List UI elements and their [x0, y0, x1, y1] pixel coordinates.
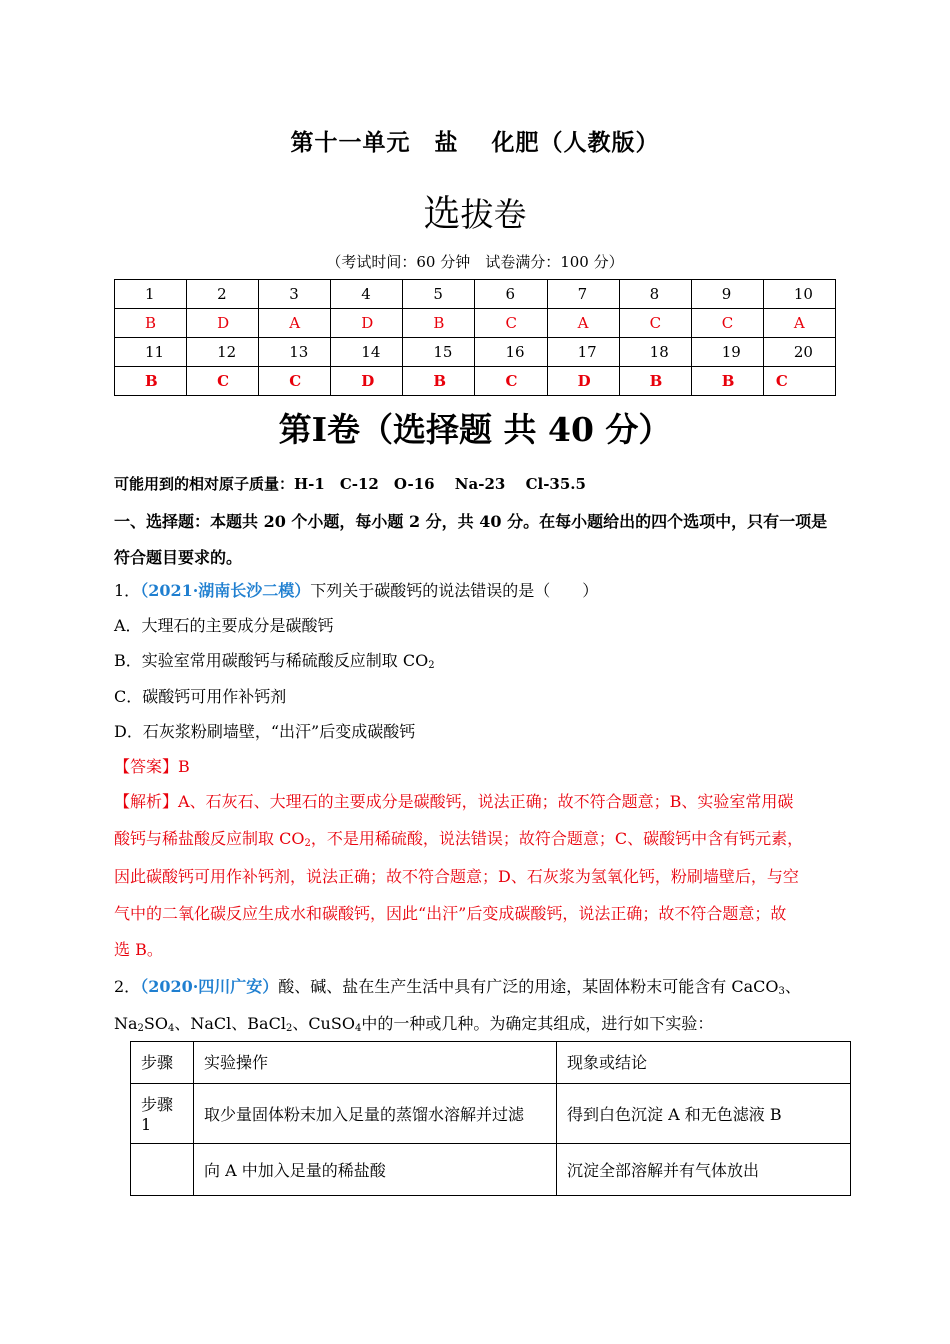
exam-info: （考试时间：60 分钟 试卷满分：100 分）	[326, 253, 624, 271]
table-header: 步骤	[131, 1042, 194, 1084]
table-cell: B	[691, 367, 763, 396]
table-cell: A	[547, 309, 619, 338]
table-cell: D	[187, 309, 259, 338]
table-cell: C	[691, 309, 763, 338]
table-cell: 11	[115, 338, 187, 367]
answer-row-letters-1	[115, 309, 836, 338]
analysis-label: 【解析】	[114, 792, 179, 811]
document-subtitle	[0, 183, 950, 237]
option-c: C．碳酸钙可用作补钙剂	[114, 687, 287, 706]
table-cell: C	[475, 309, 547, 338]
question-number: 2．	[114, 977, 141, 996]
table-cell: 13	[259, 338, 331, 367]
table-cell: D	[331, 367, 403, 396]
table-cell: D	[547, 367, 619, 396]
table-cell: 2	[187, 280, 259, 309]
table-cell: 14	[331, 338, 403, 367]
analysis-text: 酸钙与稀盐酸反应制取 CO	[114, 829, 305, 848]
subscript: 2	[304, 838, 311, 849]
question-text: 下列关于碳酸钙的说法错误的是（ ）	[310, 581, 599, 600]
subtitle-rest: 拔卷	[460, 195, 527, 234]
table-cell: 3	[259, 280, 331, 309]
table-header-row	[131, 1042, 851, 1084]
table-cell	[131, 1144, 194, 1196]
table-row	[131, 1144, 851, 1196]
subscript: 4	[168, 1023, 175, 1034]
question-text: 酸、碱、盐在生产生活中具有广泛的用途，某固体粉末可能含有 CaCO	[278, 977, 779, 996]
table-row	[131, 1084, 851, 1144]
question-source: （2021·湖南长沙二模）	[140, 581, 311, 600]
analysis-text: A、石灰石、大理石的主要成分是碳酸钙，说法正确；故不符合题意；B、实验室常用碳	[178, 792, 794, 811]
table-cell: B	[619, 367, 691, 396]
table-cell: A	[259, 309, 331, 338]
instructions-line-1: 一、选择题：本题共 20 个小题，每小题 2 分，共 40 分。在每小题给出的四个选项中，只有一项是	[114, 512, 828, 531]
answer-label: 【答案】	[114, 757, 179, 776]
question-text: 中的一种或几种。为确定其组成，进行如下实验：	[361, 1014, 714, 1033]
table-cell: 9	[691, 280, 763, 309]
table-cell: 5	[403, 280, 475, 309]
table-cell: 7	[547, 280, 619, 309]
experiment-table	[130, 1041, 851, 1196]
table-cell: B	[403, 367, 475, 396]
formula: SO	[143, 1014, 168, 1033]
subscript: 2	[428, 660, 435, 671]
question-text: 、	[784, 977, 801, 996]
subscript: 4	[354, 1023, 362, 1034]
table-cell: 4	[331, 280, 403, 309]
table-cell: 沉淀全部溶解并有气体放出	[557, 1144, 851, 1196]
table-cell: 19	[691, 338, 763, 367]
table-cell: 20	[763, 338, 835, 367]
question-source: （2020·四川广安）	[140, 977, 279, 996]
atomic-masses: 可能用到的相对原子质量：H-1 C-12 O-16 Na-23 Cl-35.5	[114, 475, 586, 493]
subtitle-first-char: 选	[423, 192, 461, 235]
analysis-line-3: 因此碳酸钙可用作补钙剂，说法正确；故不符合题意；D、石灰浆为氢氧化钙，粉刷墙壁后，与空	[114, 867, 799, 886]
option-b-text: B．实验室常用碳酸钙与稀硫酸反应制取 CO	[114, 651, 429, 670]
table-cell: C	[763, 367, 835, 396]
analysis-text: ，不是用稀硫酸，说法错误；故符合题意；C、碳酸钙中含有钙元素，	[310, 829, 804, 848]
answer-value: B	[178, 757, 190, 776]
table-cell: C	[259, 367, 331, 396]
answer-row-numbers-2	[115, 338, 836, 367]
table-cell: 18	[619, 338, 691, 367]
analysis-line-5: 选 B。	[114, 940, 163, 959]
analysis-line-4: 气中的二氧化碳反应生成水和碳酸钙，因此“出汗”后变成碳酸钙，说法正确；故不符合题意；故	[114, 904, 787, 923]
table-cell: 取少量固体粉末加入足量的蒸馏水溶解并过滤	[194, 1084, 557, 1144]
table-cell: 10	[763, 280, 835, 309]
subscript: 2	[137, 1023, 144, 1034]
table-cell: B	[115, 309, 187, 338]
analysis-line-2	[114, 826, 803, 849]
option-d: D．石灰浆粉刷墙壁，“出汗”后变成碳酸钙	[114, 722, 416, 741]
instructions-line-2: 符合题目要求的。	[114, 548, 243, 567]
table-cell: B	[403, 309, 475, 338]
table-cell: C	[475, 367, 547, 396]
table-cell: 得到白色沉淀 A 和无色滤液 B	[557, 1084, 851, 1144]
document-title: 第十一单元 盐 化肥（人教版）	[290, 129, 660, 156]
table-cell: 16	[475, 338, 547, 367]
answer-row-numbers-1	[115, 280, 836, 309]
formula: Na	[114, 1014, 138, 1033]
table-cell: D	[331, 309, 403, 338]
table-cell: 17	[547, 338, 619, 367]
table-header: 实验操作	[194, 1042, 557, 1084]
table-cell: C	[187, 367, 259, 396]
table-cell: 1	[115, 280, 187, 309]
option-b	[114, 648, 435, 671]
question-number: 1．	[114, 581, 141, 600]
section-title: 第Ⅰ卷（选择题 共 40 分）	[278, 410, 672, 449]
table-cell: C	[619, 309, 691, 338]
formula: 、NaCl、BaCl	[174, 1014, 286, 1033]
formula: 、CuSO	[292, 1014, 355, 1033]
table-cell: 6	[475, 280, 547, 309]
table-cell: 步骤1	[131, 1084, 194, 1144]
question-1-stem	[114, 578, 598, 601]
table-cell: B	[115, 367, 187, 396]
table-header: 现象或结论	[557, 1042, 851, 1084]
analysis-line-1	[114, 789, 793, 812]
option-a: A．大理石的主要成分是碳酸钙	[114, 616, 334, 635]
subscript: 3	[778, 986, 785, 997]
question-2-stem-line-2	[114, 1011, 713, 1034]
table-cell: 12	[187, 338, 259, 367]
table-cell: 向 A 中加入足量的稀盐酸	[194, 1144, 557, 1196]
subscript: 2	[285, 1023, 293, 1034]
answer-table	[114, 279, 836, 396]
table-cell: 15	[403, 338, 475, 367]
question-2-stem-line-1	[114, 974, 801, 997]
table-cell: A	[763, 309, 835, 338]
answer-line	[114, 754, 190, 777]
answer-row-letters-2	[115, 367, 836, 396]
table-cell: 8	[619, 280, 691, 309]
